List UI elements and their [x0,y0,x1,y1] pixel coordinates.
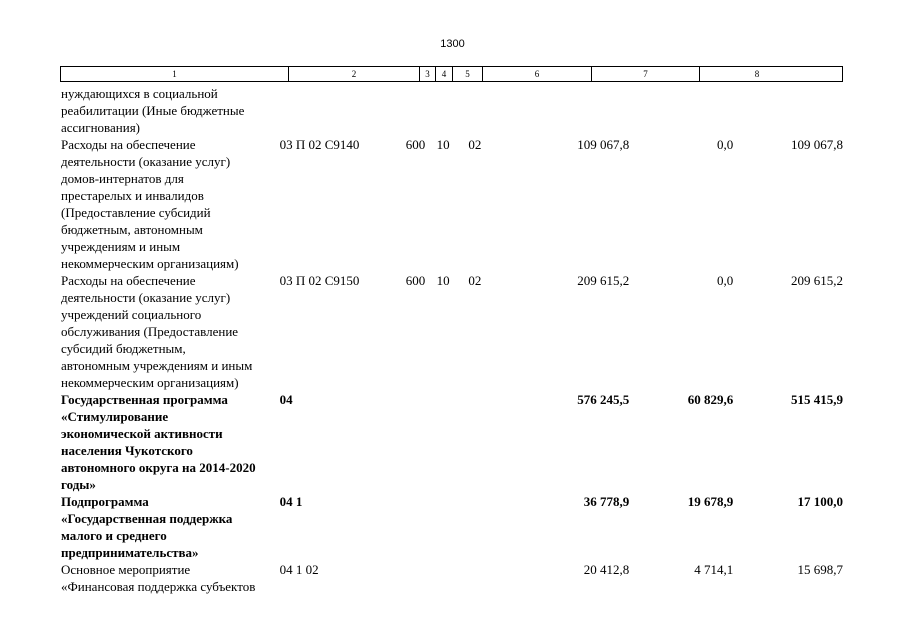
description-line: деятельности (оказание услуг) [61,154,231,169]
description-line: экономической активности [61,426,223,441]
row-amount-federal [629,85,733,136]
description-line: предпринимательства» [61,545,199,560]
description-line: обслуживания (Предоставление [61,324,239,339]
row-amount-regional: 109 067,8 [790,137,843,152]
row-amount-regional: 515 415,9 [790,392,843,407]
row-expense-type [406,391,437,493]
description-line: субсидий бюджетным, [61,341,186,356]
description-line: реабилитации (Иные бюджетные [61,103,245,118]
row-amount-total: 20 412,8 [583,562,630,577]
row-amount-federal: 0,0 [716,137,734,152]
row-expense-type [406,561,437,595]
row-amount-regional: 17 100,0 [797,494,843,509]
row-code: 04 1 [279,494,303,509]
row-section [437,561,469,595]
row-subsection [468,493,497,561]
table-row [60,561,843,595]
row-amount-regional: 15 698,7 [797,562,843,577]
row-subsection [468,85,497,136]
header-col-2: 2 [289,67,420,81]
description-line: нуждающихся в социальной [61,86,218,101]
row-amount-total: 576 245,5 [577,392,630,407]
row-subsection: 02 [468,137,482,152]
row-expense-type: 600 [405,137,426,152]
description-line: Расходы на обеспечение [61,273,196,288]
description-line: ассигнования) [61,120,141,135]
description-line: «Государственная поддержка [61,511,233,526]
row-amount-federal: 19 678,9 [687,494,734,509]
header-col-3: 3 [420,67,436,81]
table-row [60,493,843,561]
description-line: (Предоставление субсидий [61,205,211,220]
row-section [437,493,469,561]
row-section [437,391,469,493]
row-amount-regional [733,85,843,136]
table-row [60,272,843,391]
row-expense-type [406,85,437,136]
row-code [280,85,406,136]
description-line: населения Чукотского [61,443,193,458]
row-description [60,561,280,595]
row-amount-total: 109 067,8 [577,137,630,152]
description-line: «Стимулирование [61,409,169,424]
description-line: домов-интернатов для [61,171,184,186]
row-amount-federal: 60 829,6 [687,392,734,407]
row-subsection [468,391,497,493]
row-code: 03 П 02 С9150 [279,273,360,288]
description-line: учреждениям и иным [61,239,181,254]
description-line: Подпрограмма [61,494,149,509]
header-col-6: 6 [483,67,592,81]
row-description [60,85,280,136]
row-description [60,493,280,561]
table-header-row [60,66,843,82]
table-row [60,136,843,272]
row-description [60,272,280,391]
description-line: учреждений социального [61,307,202,322]
row-subsection: 02 [468,273,482,288]
header-col-8: 8 [754,69,760,79]
row-amount-regional: 209 615,2 [790,273,843,288]
header-col-5: 5 [453,67,483,81]
row-amount-total: 36 778,9 [583,494,630,509]
description-line: престарелых и инвалидов [61,188,204,203]
row-description [60,391,280,493]
row-amount-federal: 0,0 [716,273,734,288]
table-row [60,391,843,493]
row-code: 04 1 02 [279,562,319,577]
description-line: бюджетным, автономным [61,222,203,237]
description-line: малого и среднего [61,528,167,543]
row-subsection [468,561,497,595]
description-line: автономного округа на 2014-2020 [61,460,256,475]
row-code: 03 П 02 С9140 [279,137,360,152]
row-expense-type [406,493,437,561]
description-line: «Финансовая поддержка субъектов [61,579,256,594]
table-row [60,85,843,136]
row-amount-total: 209 615,2 [577,273,630,288]
table-body [60,85,843,595]
description-line: Основное мероприятие [61,562,191,577]
description-line: деятельности (оказание услуг) [61,290,231,305]
header-col-1: 1 [61,67,289,81]
header-col-4: 4 [436,67,453,81]
row-section [437,85,469,136]
description-line: автономным учреждениям и иным [61,358,253,373]
description-line: Государственная программа [61,392,228,407]
row-amount-federal: 4 714,1 [694,562,734,577]
row-description [60,136,280,272]
row-expense-type: 600 [405,273,426,288]
header-col-7: 7 [592,67,700,81]
row-code: 04 [279,392,293,407]
description-line: годы» [61,477,96,492]
row-section: 10 [436,137,450,152]
page-number: 1300 [440,38,465,50]
description-line: некоммерческим организациям) [61,256,239,271]
description-line: Расходы на обеспечение [61,137,196,152]
description-line: некоммерческим организациям) [61,375,239,390]
row-section: 10 [436,273,450,288]
row-amount-total [497,85,629,136]
